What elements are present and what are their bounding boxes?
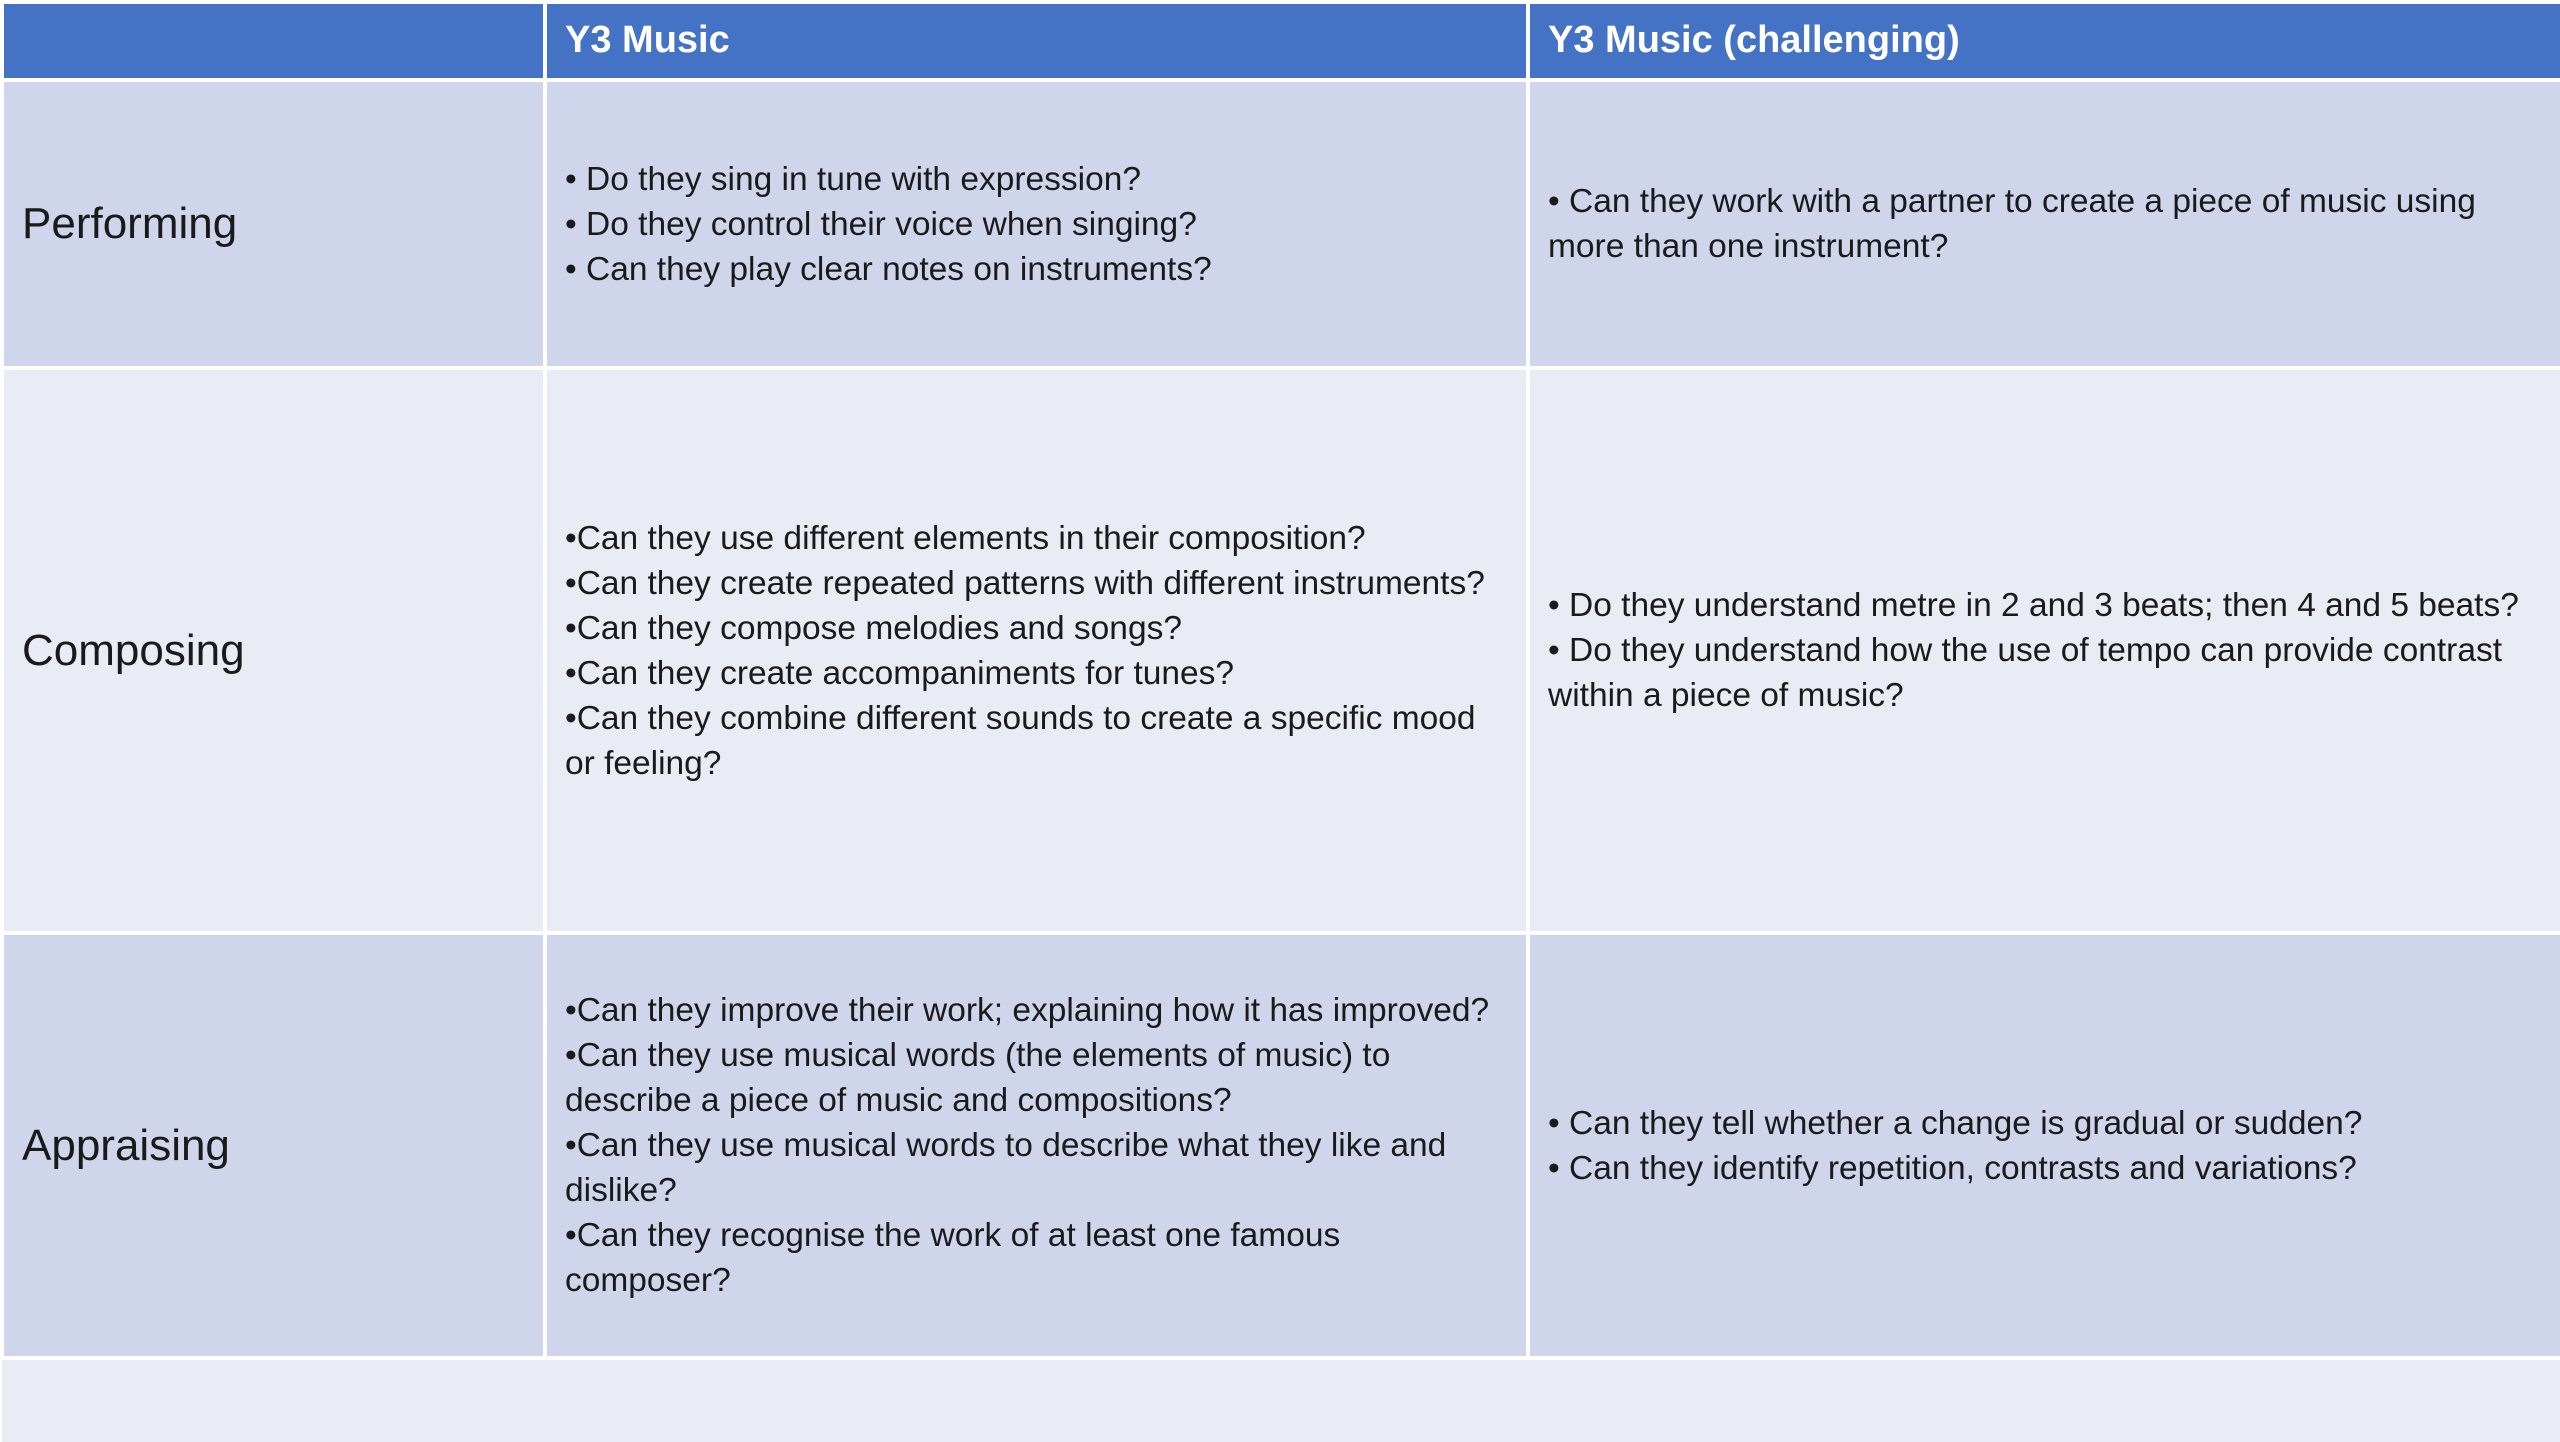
criterion-item: •Can they recognise the work of at least one famous composer?: [565, 1217, 1341, 1299]
table-row-appraising: [2, 933, 2560, 1358]
criterion-item: •Can they use different elements in their composition?: [565, 519, 1366, 557]
table-header-row: [2, 2, 2560, 80]
standard-criteria-appraising: [545, 933, 1528, 1358]
criterion-item: •Can they create repeated patterns with different instruments?: [565, 564, 1485, 602]
criterion-item: • Can they identify repetition, contrasts and variations?: [1548, 1149, 2357, 1187]
standard-criteria-composing: [545, 368, 1528, 933]
criterion-item: •Can they compose melodies and songs?: [565, 609, 1182, 647]
criterion-item: •Can they improve their work; explaining how it has improved?: [565, 992, 1490, 1029]
criterion-item: • Do they sing in tune with expression?: [565, 160, 1141, 198]
criterion-item: •Can they use musical words to describe what they like and dislike?: [565, 1127, 1447, 1209]
empty-filler-row: [2, 1358, 2560, 1442]
criterion-item: •Can they combine different sounds to create a specific mood or feeling?: [565, 699, 1476, 782]
table-row-composing: [2, 368, 2560, 933]
challenging-criteria-composing: [1528, 368, 2560, 933]
criterion-item: • Can they play clear notes on instruments?: [565, 250, 1212, 288]
criterion-item: • Do they understand how the use of tempo can provide contrast within a piece of music?: [1548, 632, 2503, 714]
header-aspect-cell: [2, 2, 545, 80]
standard-criteria-performing: [545, 80, 1528, 368]
criterion-item: •Can they use musical words (the elements of music) to describe a piece of music and compositions?: [565, 1037, 1391, 1119]
criterion-item: •Can they create accompaniments for tunes?: [565, 654, 1235, 692]
criterion-item: • Can they tell whether a change is gradual or sudden?: [1548, 1104, 2363, 1142]
criterion-item: • Do they understand metre in 2 and 3 beats; then 4 and 5 beats?: [1548, 587, 2519, 624]
table-row-performing: [2, 80, 2560, 368]
aspect-label-appraising: Appraising: [2, 933, 545, 1358]
criterion-item: • Can they work with a partner to create a piece of music using more than one instrument?: [1548, 183, 2476, 265]
header-y3-music: Y3 Music: [545, 2, 1528, 80]
criterion-item: • Do they control their voice when singing?: [565, 205, 1197, 243]
aspect-label-composing: Composing: [2, 368, 545, 933]
header-y3-music-challenging: Y3 Music (challenging): [1528, 2, 2560, 80]
empty-filler-cell: [2, 1358, 2560, 1442]
aspect-label-performing: Performing: [2, 80, 545, 368]
challenging-criteria-performing: [1528, 80, 2560, 368]
challenging-criteria-appraising: [1528, 933, 2560, 1358]
